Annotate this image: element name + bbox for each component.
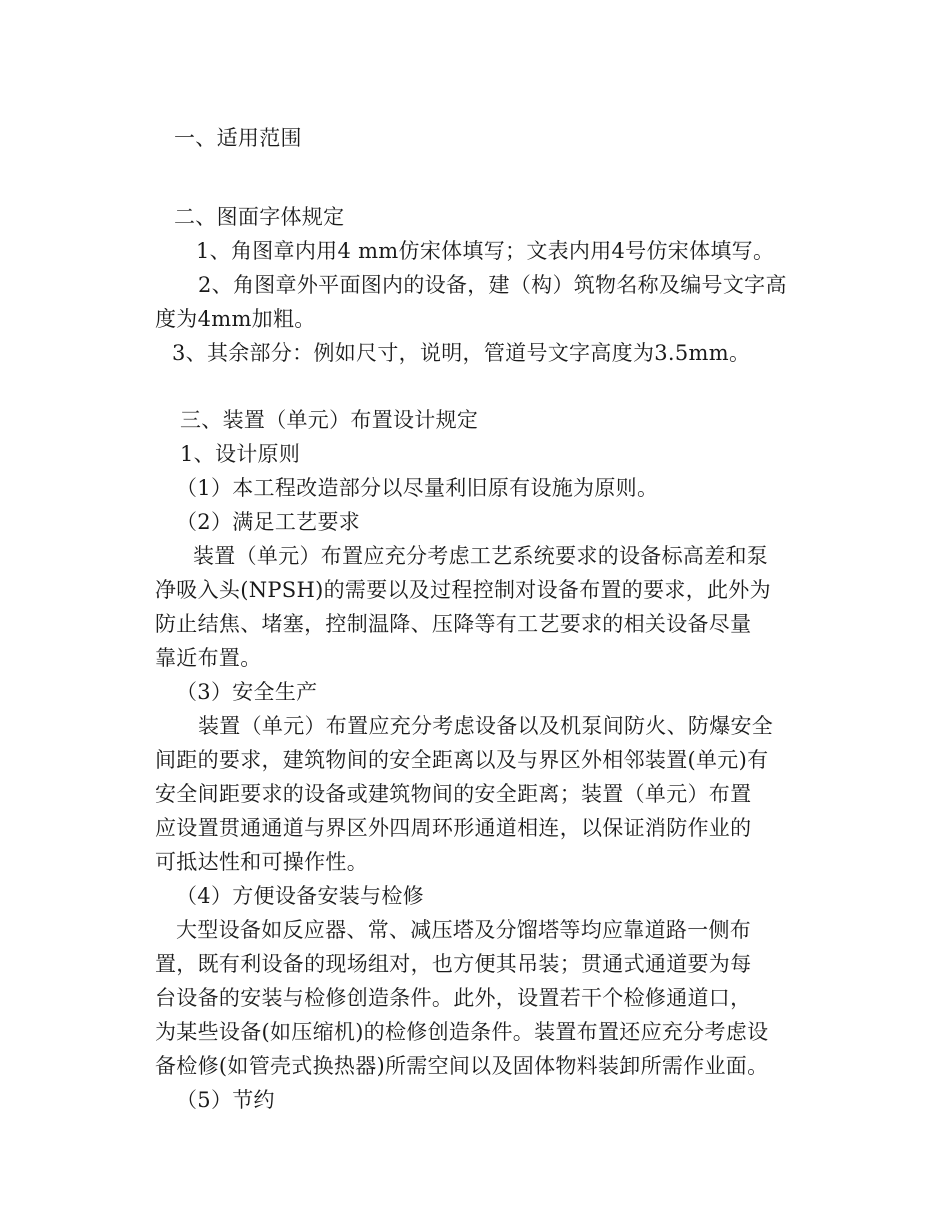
paragraph-line: 2、角图章外平面图内的设备，建（构）筑物名称及编号文字高 bbox=[198, 273, 787, 297]
section-heading-scope: 一、适用范围 bbox=[174, 126, 302, 150]
paragraph-line: 大型设备如反应器、常、减压塔及分馏塔等均应靠道路一侧布 bbox=[176, 918, 752, 942]
paragraph-line: 度为4mm加粗。 bbox=[155, 307, 316, 331]
list-item: （5）节约 bbox=[176, 1088, 275, 1112]
section-heading-layout-rules: 三、装置（单元）布置设计规定 bbox=[180, 408, 479, 432]
paragraph-line: 装置（单元）布置应充分考虑工艺系统要求的设备标高差和泵 bbox=[193, 544, 769, 568]
list-item: （3）安全生产 bbox=[176, 680, 318, 704]
paragraph-line: 间距的要求，建筑物间的安全距离以及与界区外相邻装置(单元)有 bbox=[155, 748, 769, 772]
paragraph-line: 装置（单元）布置应充分考虑设备以及机泵间防火、防爆安全 bbox=[198, 714, 774, 738]
paragraph-line: 台设备的安装与检修创造条件。此外，设置若干个检修通道口， bbox=[155, 986, 752, 1010]
list-item: （2）满足工艺要求 bbox=[176, 510, 361, 534]
paragraph-line: 安全间距要求的设备或建筑物间的安全距离；装置（单元）布置 bbox=[155, 782, 752, 806]
paragraph-line: 为某些设备(如压缩机)的检修创造条件。装置布置还应充分考虑设 bbox=[155, 1020, 769, 1044]
paragraph-line: 可抵达性和可操作性。 bbox=[155, 850, 368, 874]
list-item: （4）方便设备安装与检修 bbox=[176, 884, 424, 908]
paragraph-line: 1、角图章内用4 mm仿宋体填写；文表内用4号仿宋体填写。 bbox=[196, 239, 775, 263]
section-heading-font-rules: 二、图面字体规定 bbox=[174, 205, 345, 229]
paragraph-line: 备检修(如管壳式换热器)所需空间以及固体物料装卸所需作业面。 bbox=[155, 1054, 769, 1078]
list-item: （1）本工程改造部分以尽量利旧原有设施为原则。 bbox=[176, 476, 659, 500]
paragraph-line: 净吸入头(NPSH)的需要以及过程控制对设备布置的要求，此外为 bbox=[155, 578, 771, 602]
paragraph-line: 靠近布置。 bbox=[155, 646, 262, 670]
paragraph-line: 置，既有利设备的现场组对，也方便其吊装；贯通式通道要为每 bbox=[155, 952, 752, 976]
paragraph-line: 应设置贯通通道与界区外四周环形通道相连，以保证消防作业的 bbox=[155, 816, 752, 840]
paragraph-line: 防止结焦、堵塞，控制温降、压降等有工艺要求的相关设备尽量 bbox=[155, 612, 752, 636]
paragraph-line: 3、其余部分：例如尺寸，说明，管道号文字高度为3.5mm。 bbox=[172, 341, 751, 365]
subsection-heading: 1、设计原则 bbox=[180, 442, 301, 466]
